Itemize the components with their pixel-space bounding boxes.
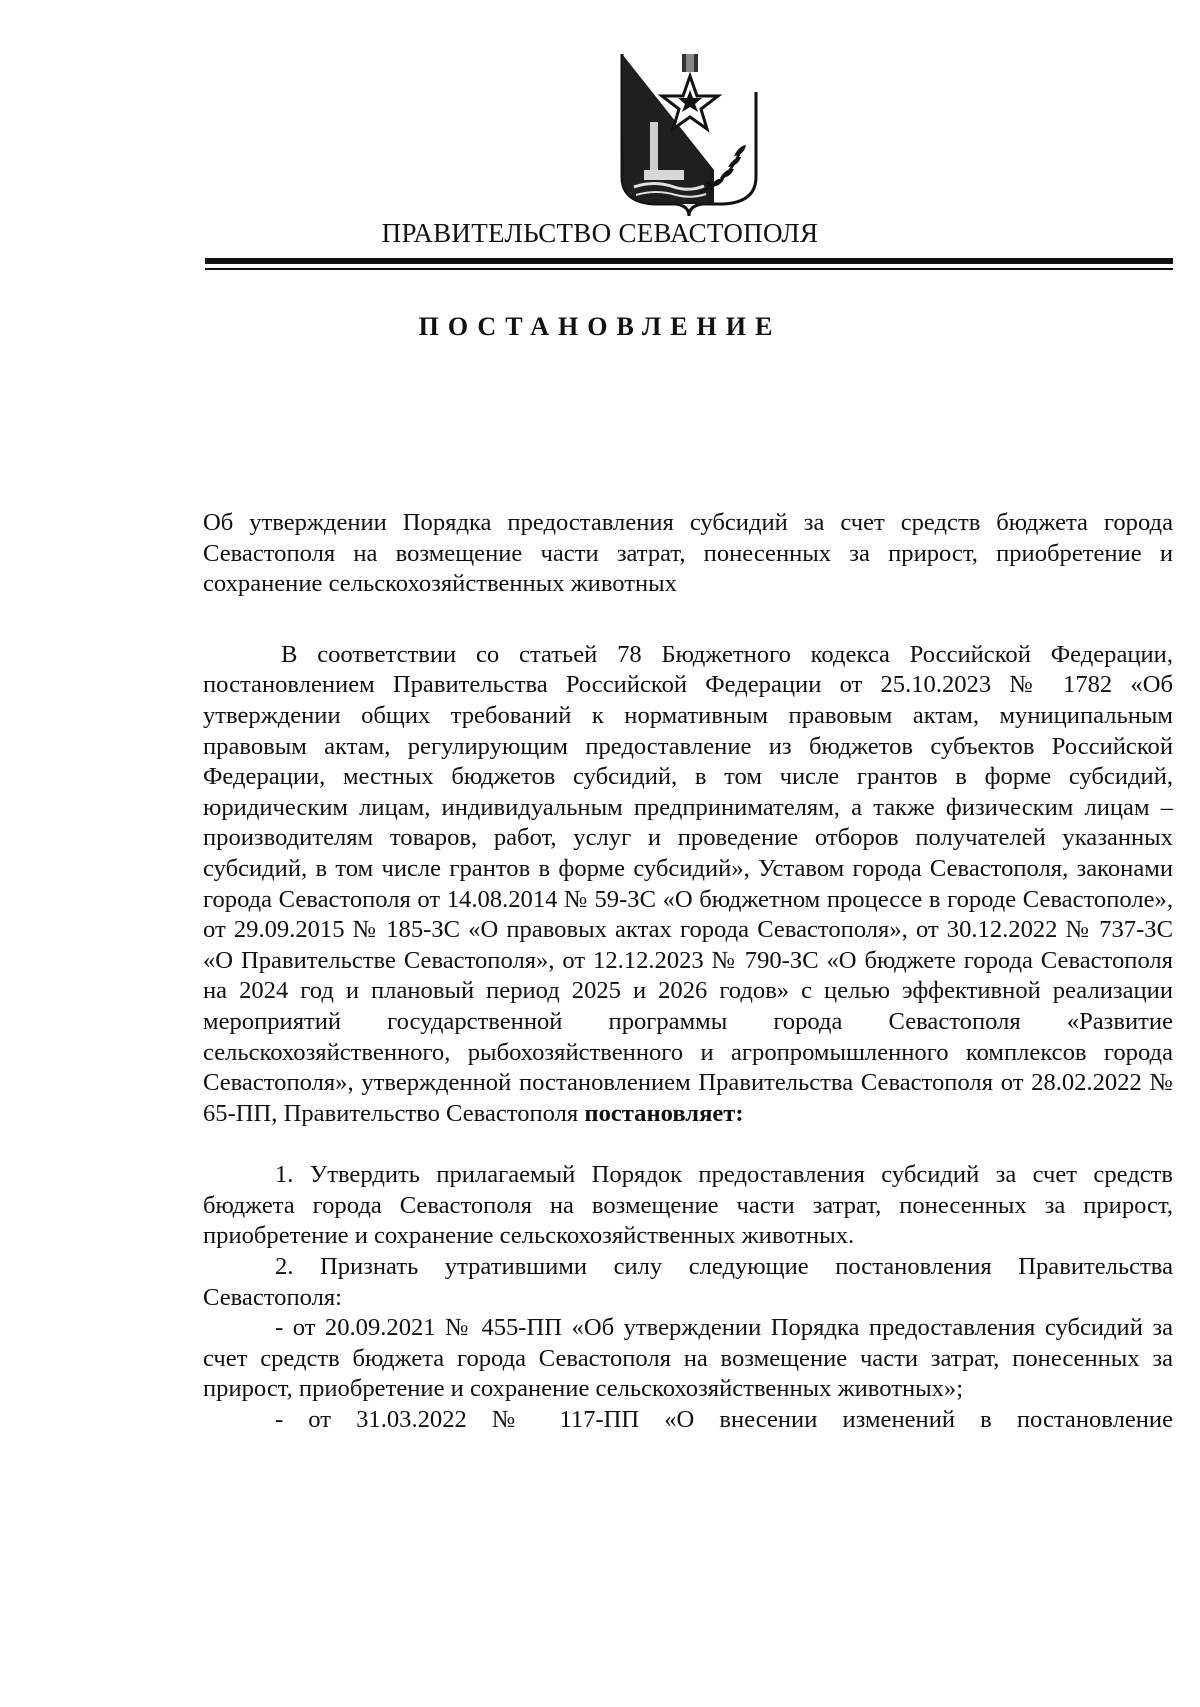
government-name: ПРАВИТЕЛЬСТВО СЕВАСТОПОЛЯ <box>381 218 819 248</box>
preamble-resolution-word: постановляет: <box>584 1099 744 1127</box>
header-divider-thick <box>205 258 1173 264</box>
header-divider-thin <box>205 268 1173 270</box>
sevastopol-coat-of-arms-icon <box>614 52 764 217</box>
preamble-text: В соответствии со статьей 78 Бюджетного кодекса Российской Федерации, постановлением Правительства Российской Федерации от 25.10.2023 № 1782 «Об утверждении общих требований к нормативным правовым актам, муниципальным правовым актам, регулирующим предоставление из бюджетов субъектов Российской Федерации, местных бюджетов субсидий, в том числе грантов в форме субсидий, юридическим лицам, индивидуальным предпринимателям, а также физическим лицам – производителям товаров, работ, услуг и проведение отборов получателей указанных субсидий, в том числе грантов в форме субсидий», Уставом города Севастополя, законами города Севастополя от 14.08.2014 № 59-ЗС «О бюджетном процессе в городе Севастополе», от 29.09.2015 № 185-ЗС «О правовых актах города Севастополя», от 30.12.2022 № 737-ЗС «О Правительстве Севастополя», от 12.12.2023 № 790-ЗС «О бюджете города Севастополя на 2024 год и плановый период 2025 и 2026 годов» с целью эффективной реализации мероприятий государственной программы города Севастополя «Развитие сельскохозяйственного, рыбохозяйственного и агропромышленного комплексов города Севастополя», утвержденной постановлением Правительства Севастополя от 28.02.2022 № 65-ПП, Правительство Севастополя <box>203 640 1173 1127</box>
item-1-paragraph: 1. Утвердить прилагаемый Порядок предоставления субсидий за счет средств бюджета города Севастополя на возмещение части затрат, понесенных за прирост, приобретение и сохранение сельскохозяйственных животных. <box>203 1161 1173 1250</box>
document-body <box>203 508 1173 1436</box>
repealed-act-2: - от 31.03.2022 № 117-ПП «О внесении изменений в постановление <box>275 1406 1173 1434</box>
preamble-paragraph <box>203 640 1173 1130</box>
document-title: Об утверждении Порядка предоставления субсидий за счет средств бюджета города Севастополя на возмещение части затрат, понесенных за прирост, приобретение и сохранение сельскохозяйственных животных <box>203 509 1173 598</box>
repealed-act-1: - от 20.09.2021 № 455-ПП «Об утверждении Порядка предоставления субсидий за счет средств бюджета города Севастополя на возмещение части затрат, понесенных за прирост, приобретение и сохранение сельскохозяйственных животных»; <box>203 1314 1173 1403</box>
document-type-heading: ПОСТАНОВЛЕНИЕ <box>418 312 782 341</box>
item-2-paragraph: 2. Признать утратившими силу следующие постановления Правительства Севастополя: <box>203 1253 1173 1311</box>
